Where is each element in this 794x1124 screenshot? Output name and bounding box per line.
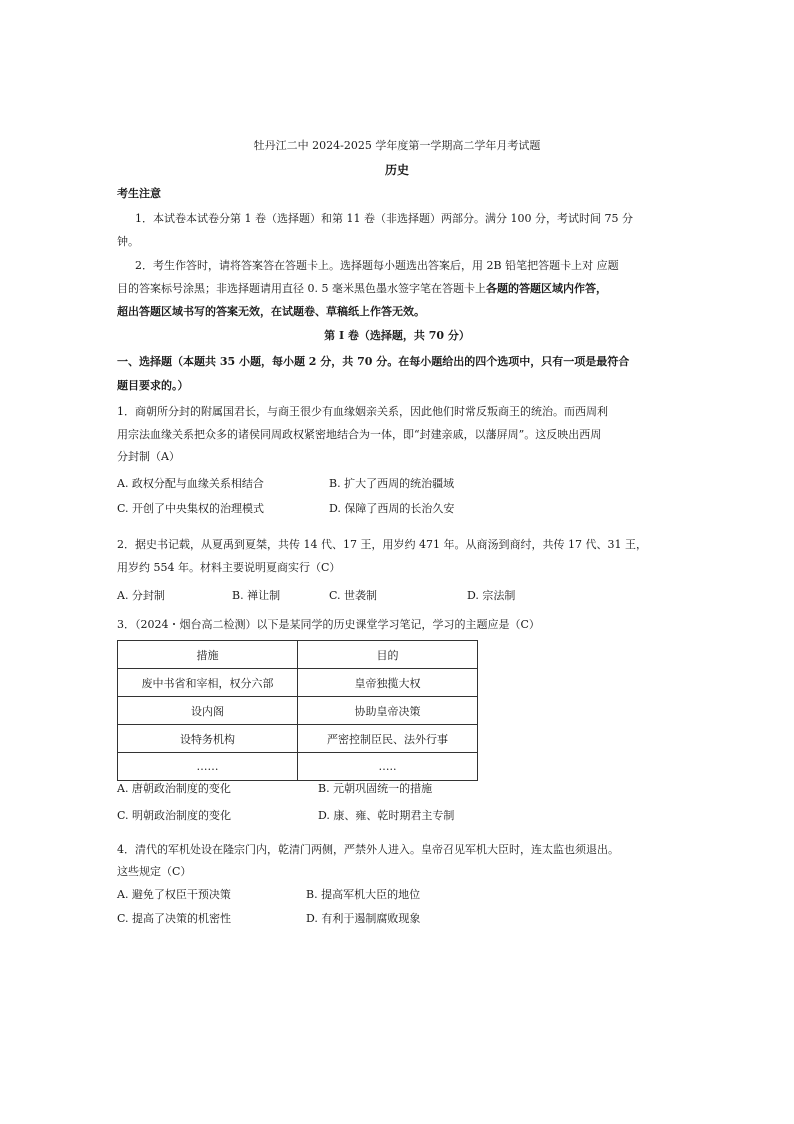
table-cell: 设内阁 (118, 697, 298, 725)
subject-title: 历史 (384, 163, 409, 177)
table-row (118, 697, 478, 725)
notice-item2-line1: 2．考生作答时，请将答案答在答题卡上。选择题每小题选出答案后，用 2B 铅笔把答题卡上对 应题 (135, 259, 619, 272)
q4-stem-line2: 这些规定（C） (117, 865, 192, 878)
notice-heading: 考生注意 (117, 187, 161, 200)
section-title: 第 I 卷（选择题，共 70 分） (324, 329, 470, 342)
table-cell: 协助皇帝决策 (298, 697, 478, 725)
q4-option-d: D. 有利于遏制腐败现象 (306, 912, 421, 925)
q3-option-c: C. 明朝政治制度的变化 (117, 809, 232, 822)
q1-option-b: B. 扩大了西周的统治疆域 (329, 477, 455, 490)
notice-item2-line2 (117, 283, 607, 294)
section-intro-line2: 题目要求的。） (117, 379, 189, 392)
q4-option-c: C. 提高了决策的机密性 (117, 912, 232, 925)
q3-option-a: A. 唐朝政治制度的变化 (117, 782, 231, 795)
notice-item1-line1: 1．本试卷本试卷分第 1 卷（选择题）和第 11 卷（非选择题）两部分。满分 100 分，考试时间 75 分 (135, 212, 633, 225)
section-intro-line1: 一、选择题（本题共 35 小题，每小题 2 分，共 70 分。在每小题给出的四个选项中，只有一项是最符合 (117, 355, 630, 368)
table-cell: ….. (298, 753, 478, 781)
q1-stem-line1: 1．商朝所分封的附属国君长，与商王很少有血缘姻亲关系，因此他们时常反叛商王的统治。而西周利 (117, 405, 608, 418)
table-header-row (118, 641, 478, 669)
table-cell: 废中书省和宰相，权分六部 (118, 669, 298, 697)
q1-option-d: D. 保障了西周的长治久安 (329, 502, 455, 515)
notice-item2-line2-normal: 目的答案标号涂黑；非选择题请用直径 0. 5 毫米黑色墨水签字笔在答题卡上 (117, 282, 486, 295)
q1-stem-line3: 分封制（A） (117, 450, 180, 463)
q2-option-c: C. 世袭制 (329, 589, 378, 602)
table-row (118, 669, 478, 697)
q3-notes-table (117, 640, 478, 781)
q2-option-b: B. 禅让制 (232, 589, 281, 602)
q3-option-b: B. 元朝巩固统一的措施 (318, 782, 433, 795)
q2-option-d: D. 宗法制 (467, 589, 516, 602)
table-cell: 设特务机构 (118, 725, 298, 753)
table-cell: 严密控制臣民、法外行事 (298, 725, 478, 753)
q4-option-b: B. 提高军机大臣的地位 (306, 888, 421, 901)
notice-item2-line3: 超出答题区域书写的答案无效，在试题卷、草稿纸上作答无效。 (117, 305, 425, 318)
q1-option-c: C. 开创了中央集权的治理模式 (117, 502, 265, 515)
q2-option-a: A. 分封制 (117, 589, 165, 602)
table-header-purpose: 目的 (298, 641, 478, 669)
table-row (118, 753, 478, 781)
table-row (118, 725, 478, 753)
q4-stem-line1: 4．清代的军机处设在隆宗门内，乾清门两侧，严禁外人进入。皇帝召见军机大臣时，连太监也须退出。 (117, 843, 619, 856)
q2-stem-line1: 2．据史书记载，从夏禹到夏桀，共传 14 代、17 王，用岁约 471 年。从商汤到商纣，共传 17 代、31 王， (117, 538, 647, 551)
table-cell: 皇帝独揽大权 (298, 669, 478, 697)
table-header-measure: 措施 (118, 641, 298, 669)
q2-stem-line2: 用岁约 554 年。材料主要说明夏商实行（C） (117, 561, 341, 574)
q1-stem-line2: 用宗法血缘关系把众多的诸侯同周政权紧密地结合为一体，即“封建亲戚，以藩屏周”。这反映出西周 (117, 428, 602, 441)
q4-option-a: A. 避免了权臣干预决策 (117, 888, 231, 901)
notice-item2-line2-bold: 各题的答题区域内作答， (485, 282, 607, 295)
exam-title: 牡丹江二中 2024-2025 学年度第一学期高二学年月考试题 (253, 139, 541, 152)
table-cell: …… (118, 753, 298, 781)
notice-item1-line2: 钟。 (117, 235, 139, 248)
q3-stem: 3．（2024・烟台高二检测）以下是某同学的历史课堂学习笔记，学习的主题应是（C） (117, 618, 540, 631)
q3-option-d: D. 康、雍、乾时期君主专制 (318, 809, 455, 822)
q1-option-a: A. 政权分配与血缘关系相结合 (117, 477, 264, 490)
